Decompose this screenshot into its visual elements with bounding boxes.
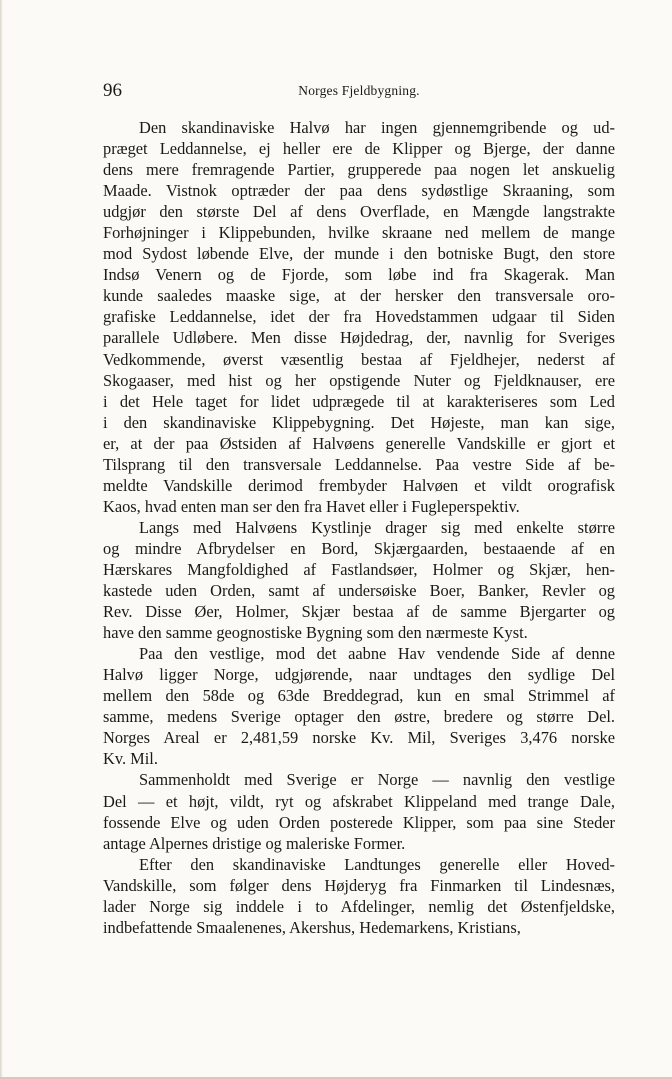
text-line: samme, medens Sverige optager den østre, bredere og større Del.: [103, 707, 615, 727]
running-title: Norges Fjeldbygning.: [298, 83, 420, 98]
text-line: og mindre Afbrydelser en Bord, Skjærgaarden, bestaaende af en: [103, 538, 615, 558]
text-line: fossende Elve og uden Orden posterede Klipper, som paa sine Steder: [103, 812, 615, 832]
text-line: i den skandinaviske Klippebygning. Det Højeste, man kan sige,: [103, 412, 615, 432]
paragraph: [103, 517, 615, 643]
text-line: Hærskares Mangfoldighed af Fastlandsøer, Holmer og Skjær, hen-: [103, 559, 615, 579]
text-line: lader Norge sig inddele i to Afdelinger, nemlig det Østenfjeldske,: [103, 896, 615, 916]
paragraph: [103, 117, 615, 517]
text-line: mellem den 58de og 63de Breddegrad, kun en smal Strimmel af: [103, 686, 615, 706]
text-line: Skogaaser, med hist og her opstigende Nuter og Fjeldknauser, ere: [103, 370, 615, 390]
text-line: Kv. Mil.: [103, 749, 158, 769]
text-line: Tilsprang til den transversale Leddannelse. Paa vestre Side af be-: [103, 454, 615, 474]
text-line: Efter den skandinaviske Landtunges generelle eller Hoved-: [139, 854, 615, 874]
paragraph: [103, 643, 615, 769]
paragraph: [103, 769, 615, 853]
text-line: Sammenholdt med Sverige er Norge — navnlig den vestlige: [139, 770, 615, 790]
page-number: 96: [103, 80, 122, 101]
text-line: i det Hele taget for lidet udprægede til at karakteriseres som Led: [103, 391, 615, 411]
paragraph: [103, 854, 615, 938]
text-line: meldte Vandskille derimod frembyder Halvøen et vildt orografisk: [103, 475, 615, 495]
text-line: kunde saaledes maaske sige, at der hersker den transversale oro-: [103, 286, 615, 306]
text-line: Indsø Venern og de Fjorde, som løbe ind fra Skagerak. Man: [103, 265, 615, 285]
text-line: dens mere fremragende Partier, grupperede paa nogen let anskuelig: [103, 160, 615, 180]
text-line: Del — et højt, vildt, ryt og afskrabet Klippeland med trange Dale,: [103, 791, 615, 811]
text-line: Paa den vestlige, mod det aabne Hav vendende Side af denne: [139, 644, 615, 664]
text-line: antage Alpernes dristige og maleriske Former.: [103, 833, 406, 853]
text-line: præget Leddannelse, ej heller ere de Klipper og Bjerge, der danne: [103, 139, 615, 159]
text-line: Norges Areal er 2,481,59 norske Kv. Mil, Sveriges 3,476 norske: [103, 728, 615, 748]
text-line: kastede uden Orden, samt af undersøiske Boer, Banker, Revler og: [103, 581, 615, 601]
text-line: mod Sydost løbende Elve, der munde i den botniske Bugt, den store: [103, 244, 615, 264]
text-line: grafiske Leddannelse, idet der fra Hovedstammen udgaar til Siden: [103, 307, 615, 327]
text-line: udgjør den største Del af dens Overflade, en Mængde langstrakte: [103, 202, 615, 222]
text-line: parallele Udløbere. Men disse Højdedrag, der, navnlig for Sveriges: [103, 328, 615, 348]
text-line: Kaos, hvad enten man ser den fra Havet eller i Fugleperspektiv.: [103, 496, 520, 516]
text-line: Vedkommende, øverst væsentlig bestaa af Fjeldhejer, nederst af: [103, 349, 615, 369]
page-header: [103, 80, 615, 102]
text-line: Vandskille, som følger dens Højderyg fra Finmarken til Lindesnæs,: [103, 875, 615, 895]
text-line: Forhøjninger i Klippebunden, hvilke skraane ned mellem de mange: [103, 223, 615, 243]
body-text: [103, 117, 615, 938]
text-line: Halvø ligger Norge, udgjørende, naar undtages den sydlige Del: [103, 665, 615, 685]
text-line: Rev. Disse Øer, Holmer, Skjær bestaa af de samme Bjergarter og: [103, 602, 615, 622]
text-line: er, at der paa Østsiden af Halvøens generelle Vandskille er gjort et: [103, 433, 615, 453]
page-edge: [0, 0, 3, 1079]
text-line: Den skandinaviske Halvø har ingen gjennemgribende og ud-: [139, 118, 615, 137]
text-line: have den samme geognostiske Bygning som den nærmeste Kyst.: [103, 623, 528, 643]
text-line: Langs med Halvøens Kystlinje drager sig med enkelte større: [139, 517, 615, 537]
text-line: Maade. Vistnok optræder der paa dens sydøstlige Skraaning, som: [103, 181, 615, 201]
text-line: indbefattende Smaalenenes, Akershus, Hedemarkens, Kristians,: [103, 917, 521, 937]
